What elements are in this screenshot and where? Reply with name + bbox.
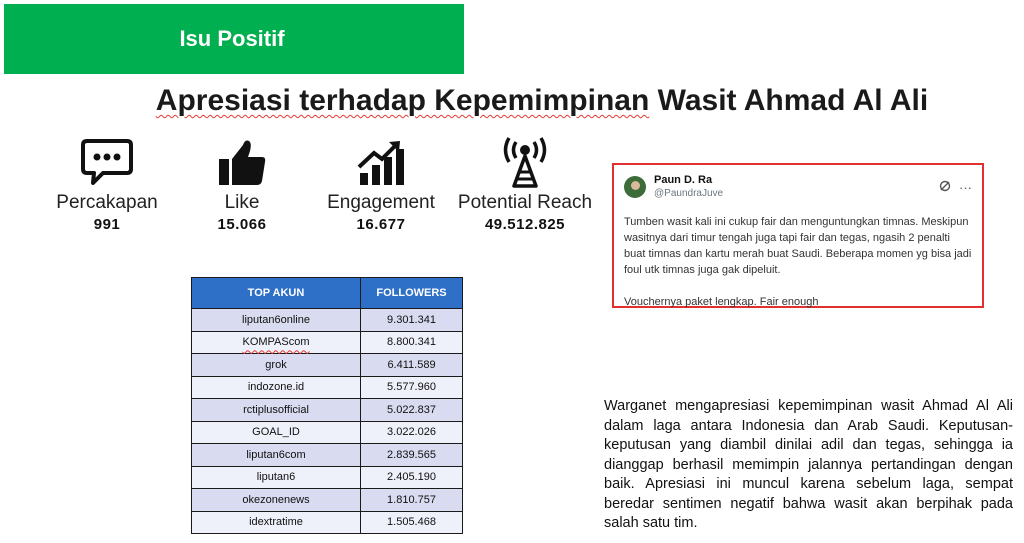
column-header-account: TOP AKUN: [192, 278, 361, 309]
table-row: [192, 466, 463, 489]
tweet-body: [624, 214, 972, 310]
page-title: [0, 84, 1024, 118]
banner-label: Isu Positif: [179, 26, 285, 51]
metric-label: Percakapan: [56, 192, 158, 213]
metric-value: 16.677: [356, 216, 406, 233]
table-row: [192, 421, 463, 444]
account-cell: [192, 331, 361, 354]
account-cell: idextratime: [192, 511, 361, 534]
title-part-2: Wasit Ahmad Al Ali: [657, 84, 929, 117]
followers-cell: 2.839.565: [361, 444, 463, 467]
summary-paragraph: Warganet mengapresiasi kepemimpinan wasit Ahmad Al Ali dalam laga antara Indonesia dan Arab Saudi. Keputusan-keputusan yang diambil dinilai adil dan tegas, sehingga ia dianggap berhasil memimpin jalannya pertandingan dengan baik. Apresiasi ini muncul karena sebelum laga, sempat beredar sentimen negatif bahwa wasit akan berpihak pada salah satu tim.: [604, 398, 1013, 531]
author-handle[interactable]: @PaundraJuve: [654, 188, 724, 199]
followers-cell: 8.800.341: [361, 331, 463, 354]
metric-percakapan: [32, 136, 182, 233]
tweet-author: [654, 174, 723, 200]
table-row: [192, 354, 463, 377]
account-cell: okezonenews: [192, 489, 361, 512]
more-options-icon[interactable]: ···: [959, 179, 972, 195]
account-cell: liputan6online: [192, 309, 361, 332]
metric-like: [167, 136, 317, 233]
author-name[interactable]: Paun D. Ra: [654, 174, 713, 186]
avatar[interactable]: [624, 176, 646, 198]
grok-icon[interactable]: [939, 180, 951, 195]
table-row: [192, 376, 463, 399]
account-cell: GOAL_ID: [192, 421, 361, 444]
metric-potential-reach: [450, 136, 600, 233]
followers-cell: 9.301.341: [361, 309, 463, 332]
metric-label: Like: [224, 192, 260, 213]
account-cell: indozone.id: [192, 376, 361, 399]
metric-value: 49.512.825: [484, 216, 566, 233]
metric-label: Engagement: [327, 192, 435, 213]
account-cell: liputan6: [192, 466, 361, 489]
followers-cell: 1.810.757: [361, 489, 463, 512]
followers-cell: 6.411.589: [361, 354, 463, 377]
table-row: [192, 489, 463, 512]
tweet-header: [624, 174, 972, 200]
issue-banner: [4, 4, 464, 74]
account-cell: liputan6com: [192, 444, 361, 467]
account-cell: rctiplusofficial: [192, 399, 361, 422]
table-row: [192, 399, 463, 422]
metric-value: 991: [93, 216, 121, 233]
title-part-1: Apresiasi terhadap Kepemimpinan: [155, 84, 650, 117]
metric-value: 15.066: [217, 216, 267, 233]
followers-cell: 3.022.026: [361, 421, 463, 444]
followers-cell: 5.022.837: [361, 399, 463, 422]
growth-chart-icon: [306, 136, 456, 188]
metric-label: Potential Reach: [457, 192, 593, 213]
tweet-card: [612, 163, 984, 308]
account-name: KOMPAScom: [242, 336, 310, 349]
tweet-text: Vouchernya paket lengkap. Fair enough: [624, 296, 819, 308]
followers-cell: 2.405.190: [361, 466, 463, 489]
account-cell: grok: [192, 354, 361, 377]
top-accounts-table: [191, 277, 463, 534]
table-row: [192, 511, 463, 534]
table-header-row: [192, 278, 463, 309]
column-header-followers: FOLLOWERS: [361, 278, 463, 309]
chat-bubble-icon: [32, 136, 182, 188]
followers-cell: 5.577.960: [361, 376, 463, 399]
thumbs-up-icon: [167, 136, 317, 188]
table-row: [192, 331, 463, 354]
table-row: [192, 444, 463, 467]
broadcast-tower-icon: [450, 136, 600, 188]
metric-engagement: [306, 136, 456, 233]
followers-cell: 1.505.468: [361, 511, 463, 534]
tweet-actions: [939, 180, 972, 195]
tweet-text: Tumben wasit kali ini cukup fair dan menguntungkan timnas. Meskipun wasitnya dari timur tengah juga tapi fair dan tegas, ngasih 2 penalti buat timnas dan kartu merah buat Saudi. Beberapa momen yg bisa jadi foul utk timnas juga gak dipeluit.: [624, 216, 972, 276]
table-row: [192, 309, 463, 332]
